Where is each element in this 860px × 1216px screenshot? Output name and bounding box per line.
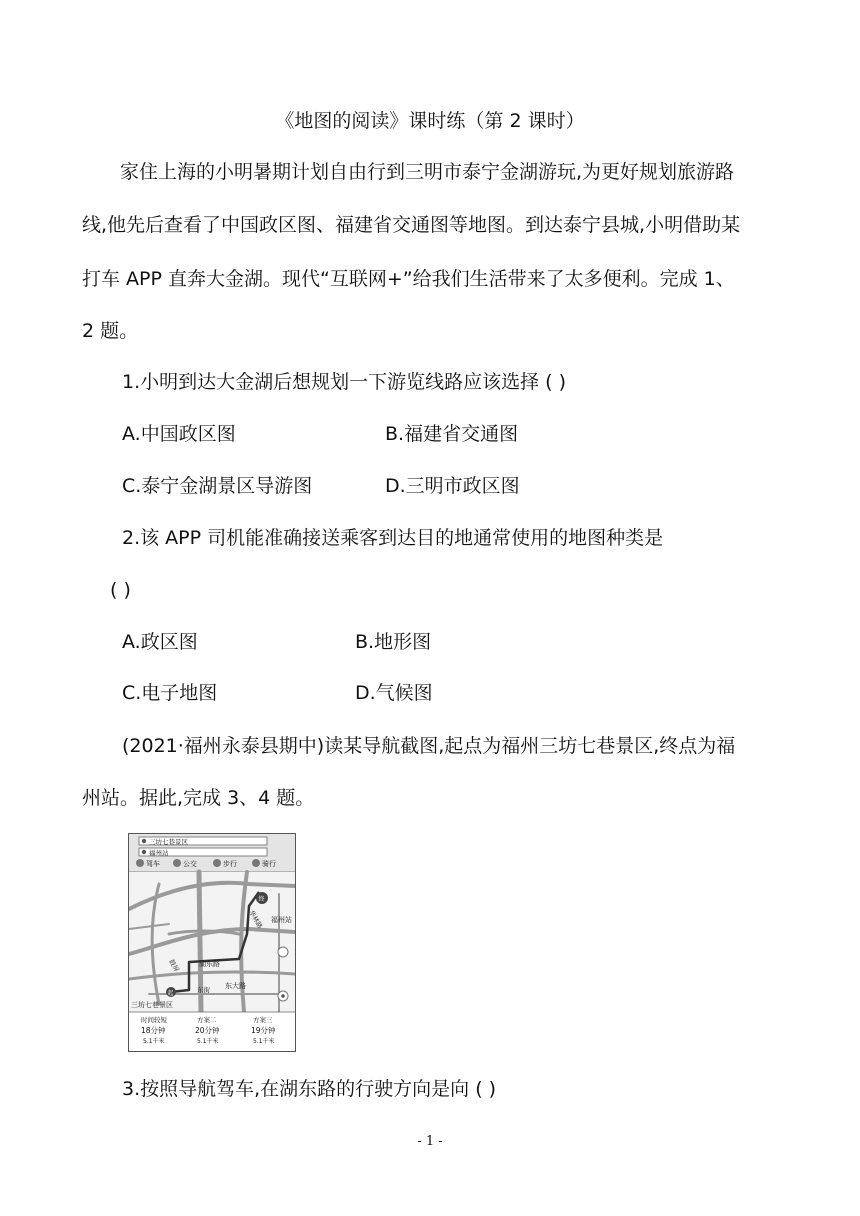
start-dot-icon	[142, 839, 146, 843]
map-label-road-ne: 华林路	[247, 909, 264, 930]
map-label-gudong: 鼓屏	[167, 958, 181, 974]
map-label-station: 福州站	[271, 916, 292, 924]
plan-1-name: 时间较短	[141, 1016, 167, 1024]
plan-2-name: 方案二	[197, 1016, 217, 1024]
question-1-option-b: B.福建省交通图	[385, 423, 519, 445]
start-input-text: 三坊七巷景区	[149, 838, 188, 846]
question-1-stem: 1.小明到达大金湖后想规划一下游览线路应该选择 ( )	[122, 371, 567, 393]
start-marker-text: 起	[167, 990, 174, 997]
question-2-option-d: D.气候图	[355, 682, 433, 704]
question-3-stem: 3.按照导航驾车,在湖东路的行驶方向是向 ( )	[122, 1078, 497, 1100]
compass-icon	[278, 947, 288, 957]
intro-line-3: 打车 APP 直奔大金湖。现代“互联网+”给我们生活带来了太多便利。完成 1、	[82, 268, 735, 290]
context-line-1: (2021·福州永泰县期中)读某导航截图,起点为福州三坊七巷景区,终点为福	[122, 735, 736, 757]
intro-line-4: 2 题。	[82, 320, 139, 342]
mode-tab-bike: 骑行	[262, 860, 276, 868]
navigation-map-svg	[129, 834, 295, 1051]
context-line-2: 州站。据此,完成 3、4 题。	[82, 787, 315, 809]
mode-tab-walk: 步行	[223, 860, 237, 868]
navigation-map-figure	[128, 833, 296, 1052]
page-title: 《地图的阅读》课时练（第 2 课时）	[275, 110, 585, 132]
plan-1-distance: 5.1千米	[143, 1038, 165, 1045]
plan-2-distance: 5.1千米	[197, 1038, 219, 1045]
intro-line-1: 家住上海的小明暑期计划自由行到三明市泰宁金湖游玩,为更好规划旅游路	[120, 161, 735, 183]
map-label-start-scenic: 三坊七巷景区	[131, 1001, 173, 1009]
question-1-option-d: D.三明市政区图	[385, 475, 520, 497]
intro-line-2: 线,他先后查看了中国政区图、福建省交通图等地图。到达泰宁县城,小明借助某	[82, 214, 741, 236]
end-marker-text: 终	[258, 896, 265, 903]
page-number: - 1 -	[417, 1134, 443, 1149]
plan-3-name: 方案三	[253, 1016, 273, 1024]
bike-icon	[252, 859, 260, 867]
map-label-hudong-road: 湖东路	[199, 960, 220, 968]
question-2-stem: 2.该 APP 司机能准确接送乘客到达目的地通常使用的地图种类是	[122, 527, 664, 549]
car-icon	[136, 859, 144, 867]
map-label-dongda-road: 东大路	[225, 982, 246, 990]
end-input-text: 福州站	[149, 849, 169, 857]
bus-icon	[173, 859, 181, 867]
map-label-dongjie: 东街	[197, 986, 210, 994]
question-2-answer-paren: ( )	[110, 579, 131, 601]
question-1-option-c: C.泰宁金湖景区导游图	[122, 475, 313, 497]
question-2-option-b: B.地形图	[355, 631, 432, 653]
plan-2-time: 20分钟	[195, 1026, 220, 1035]
walk-icon	[213, 859, 221, 867]
question-2-option-a: A.政区图	[122, 631, 198, 653]
mode-tab-drive: 驾车	[146, 860, 160, 868]
plan-3-time: 19分钟	[251, 1026, 276, 1035]
question-2-option-c: C.电子地图	[122, 682, 218, 704]
question-1-option-a: A.中国政区图	[122, 423, 236, 445]
plan-1-time: 18分钟	[141, 1026, 166, 1035]
plan-3-distance: 5.1千米	[253, 1038, 275, 1045]
mode-tab-bus: 公交	[183, 860, 197, 868]
end-dot-icon	[142, 850, 146, 854]
